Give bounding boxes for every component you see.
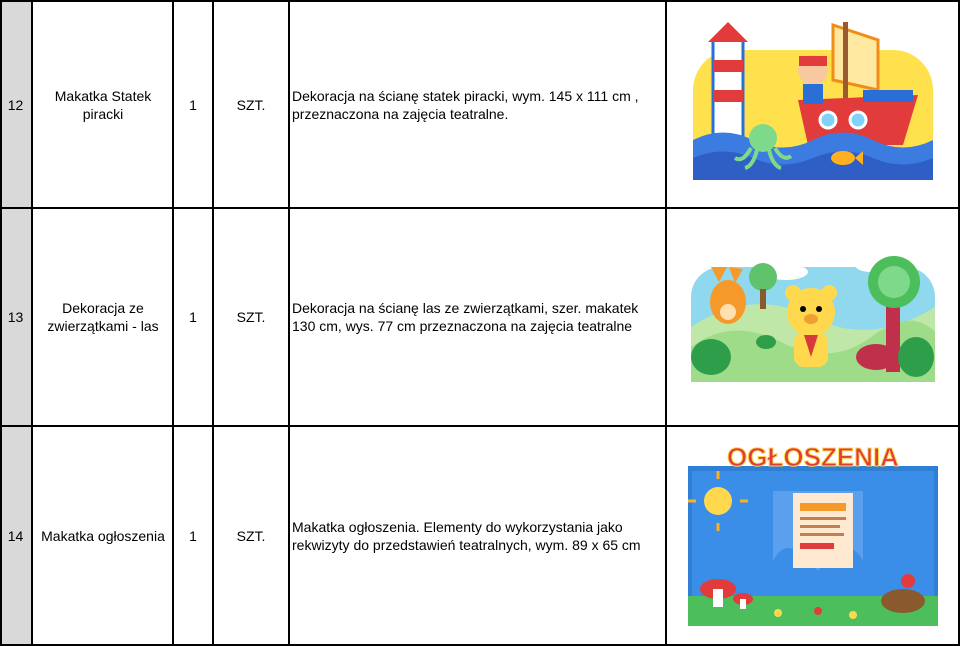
- table-row: [0, 2, 960, 207]
- announcement-board-image: [688, 441, 938, 631]
- table-border: [212, 0, 214, 646]
- board-title: OGŁOSZENIA: [726, 441, 899, 472]
- product-name: Makatka ogłoszenia: [41, 527, 165, 544]
- table-border: [0, 0, 2, 646]
- quantity: 1: [189, 527, 197, 544]
- unit: SZT.: [236, 309, 266, 325]
- table-border: [665, 0, 667, 646]
- quantity: 1: [189, 309, 197, 325]
- table-border: [0, 425, 960, 427]
- table-border: [0, 207, 960, 209]
- product-image: [667, 2, 958, 207]
- pirate-ship-image: [693, 20, 933, 190]
- description: Dekoracja na ścianę statek piracki, wym. 145 x 111 cm , przeznaczona na zajęcia teatralne.: [292, 87, 639, 122]
- product-name: Dekoracja ze zwierzątkami - las: [47, 300, 159, 334]
- description: Makatka ogłoszenia. Elementy do wykorzystania jako rekwizyty do przedstawień teatralnych, wym. 89 x 65 cm: [292, 518, 641, 553]
- table-border: [288, 0, 290, 646]
- row-number: 12: [0, 2, 31, 207]
- row-number: 14: [0, 427, 31, 644]
- product-image: [667, 209, 958, 425]
- row-number: 13: [0, 209, 31, 425]
- table-border: [172, 0, 174, 646]
- product-image: [667, 427, 958, 644]
- unit: SZT.: [236, 96, 266, 113]
- description: Dekoracja na ścianę las ze zwierzątkami, szer. makatek 130 cm, wys. 77 cm przeznaczona na zajęcia teatralne: [292, 300, 639, 334]
- table-border: [0, 0, 960, 2]
- product-name: Makatka Statek piracki: [54, 87, 152, 122]
- table-row: [0, 427, 960, 644]
- forest-animals-image: [691, 247, 935, 387]
- table-border: [31, 0, 33, 646]
- unit: SZT.: [236, 527, 266, 544]
- quantity: 1: [189, 96, 197, 113]
- table-row: [0, 209, 960, 425]
